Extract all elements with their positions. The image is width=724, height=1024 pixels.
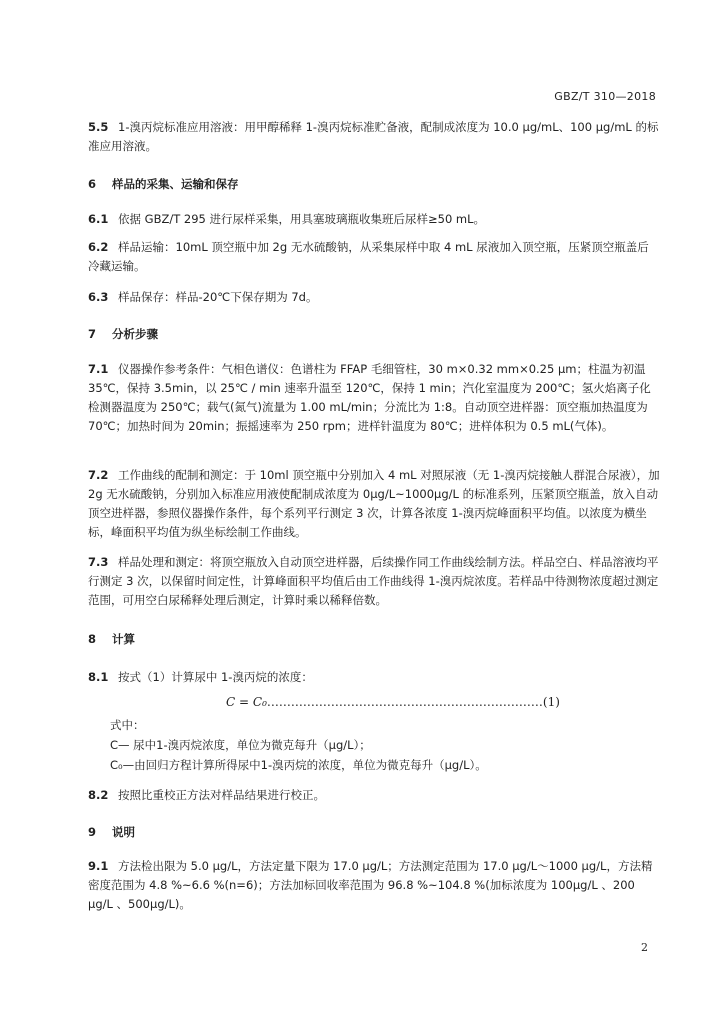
clause-number: 9.1 bbox=[88, 859, 109, 873]
clause-text: 样品处理和测定：将顶空瓶放入自动顶空进样器，后续操作同工作曲线绘制方法。样品空白、样品溶液均平行测定 3 次，以保留时间定性，计算峰面积平均值后由工作曲线得 1-溴丙烷浓度。若样品中待测物浓度超过测定范围，可用空白尿稀释处理后测定，计算时乘以稀释倍数。 bbox=[88, 555, 659, 607]
section-number: 6 bbox=[88, 177, 97, 191]
section-title: 样品的采集、运输和保存 bbox=[112, 177, 239, 191]
clause-6-3 bbox=[88, 288, 660, 307]
section-number: 9 bbox=[88, 825, 97, 839]
clause-number: 6.1 bbox=[88, 212, 109, 226]
clause-text: 方法检出限为 5.0 μg/L，方法定量下限为 17.0 μg/L；方法测定范围为 17.0 μg/L～1000 μg/L，方法精密度范围为 4.8 %~6.6 %(n=6)；方法加标回收率范围为 96.8 %~104.8 %(加标浓度为 100μg/L 、200 μg/L 、500μg/L)。 bbox=[88, 859, 653, 911]
formula-equals: = bbox=[239, 695, 250, 709]
section-title: 说明 bbox=[112, 825, 135, 839]
clause-text: 按照比重校正方法对样品结果进行校正。 bbox=[118, 788, 325, 802]
clause-number: 7.2 bbox=[88, 468, 109, 482]
clause-text: 1-溴丙烷标准应用溶液：用甲醇稀释 1-溴丙烷标准贮备液，配制成浓度为 10.0 μg/mL、100 μg/mL 的标准应用溶液。 bbox=[88, 120, 659, 153]
clause-number: 6.2 bbox=[88, 240, 109, 254]
clause-8-1 bbox=[88, 668, 660, 687]
clause-6-1 bbox=[88, 210, 660, 229]
section-heading-9 bbox=[88, 823, 660, 842]
section-number: 7 bbox=[88, 327, 97, 341]
where-definition-c: C— 尿中1-溴丙烷浓度，单位为微克每升（μg/L）； bbox=[110, 738, 371, 752]
clause-number: 7.3 bbox=[88, 555, 109, 569]
where-intro: 式中： bbox=[110, 718, 145, 732]
section-heading-8 bbox=[88, 630, 660, 649]
clause-number: 6.3 bbox=[88, 290, 109, 304]
clause-7-3 bbox=[88, 553, 660, 610]
clause-text: 工作曲线的配制和测定：于 10ml 顶空瓶中分别加入 4 mL 对照尿液（无 1-溴丙烷接触人群混合尿液），加 2g 无水硫酸钠，分别加入标准应用液使配制成浓度为 0μg/L~1000μg/L 的标准系列，压紧顶空瓶盖，放入自动顶空进样器，参照仪器操作条件，每个系列平行测定 3 次，计算各浓度 1-溴丙烷峰面积平均值。以浓度为横坐标，峰面积平均值为纵坐标绘制工作曲线。 bbox=[88, 468, 660, 539]
clause-7-1 bbox=[88, 360, 660, 436]
standard-code: GBZ/T 310—2018 bbox=[554, 90, 656, 103]
section-title: 分析步骤 bbox=[112, 327, 158, 341]
section-heading-6 bbox=[88, 175, 660, 194]
clause-text: 样品运输：10mL 顶空瓶中加 2g 无水硫酸钠，从采集尿样中取 4 mL 尿液加入顶空瓶，压紧顶空瓶盖后冷藏运输。 bbox=[88, 240, 649, 273]
clause-number: 5.5 bbox=[88, 120, 109, 134]
page-number: 2 bbox=[641, 941, 648, 954]
clause-7-2 bbox=[88, 466, 660, 542]
where-definition-c0: C₀—由回归方程计算所得尿中1-溴丙烷的浓度，单位为微克每升（μg/L）。 bbox=[110, 758, 487, 772]
clause-text: 按式（1）计算尿中 1-溴丙烷的浓度： bbox=[118, 670, 313, 684]
formula-leader-dots: …………………………………………………………… bbox=[266, 695, 543, 709]
section-number: 8 bbox=[88, 632, 97, 646]
section-heading-7 bbox=[88, 325, 660, 344]
clause-8-2 bbox=[88, 786, 660, 805]
clause-5-5 bbox=[88, 118, 660, 156]
formula-1 bbox=[226, 695, 560, 709]
clause-text: 仪器操作参考条件：气相色谱仪：色谱柱为 FFAP 毛细管柱，30 m×0.32 mm×0.25 μm；柱温为初温 35℃，保持 3.5min，以 25℃ / min 速率升温至 120℃，保持 1 min；汽化室温度为 200℃；氢火焰离子化检测器温度为 250℃；载气(氮气)流量为 1.00 mL/min；分流比为 1:8。自动顶空进样器：顶空瓶加热温度为 70℃；加热时间为 20min；振摇速率为 250 rpm；进样针温度为 80℃；进样体积为 0.5 mL(气体)。 bbox=[88, 362, 651, 433]
clause-text: 样品保存：样品-20℃下保存期为 7d。 bbox=[118, 290, 318, 304]
formula-lhs: C bbox=[226, 695, 236, 709]
clause-9-1 bbox=[88, 857, 660, 914]
clause-number: 8.1 bbox=[88, 670, 109, 684]
clause-number: 7.1 bbox=[88, 362, 109, 376]
clause-number: 8.2 bbox=[88, 788, 109, 802]
clause-text: 依据 GBZ/T 295 进行尿样采集，用具塞玻璃瓶收集班后尿样≥50 mL。 bbox=[118, 212, 486, 226]
section-title: 计算 bbox=[112, 632, 135, 646]
formula-rhs: C₀ bbox=[252, 695, 267, 709]
clause-6-2 bbox=[88, 238, 660, 276]
formula-label: (1) bbox=[542, 695, 560, 709]
